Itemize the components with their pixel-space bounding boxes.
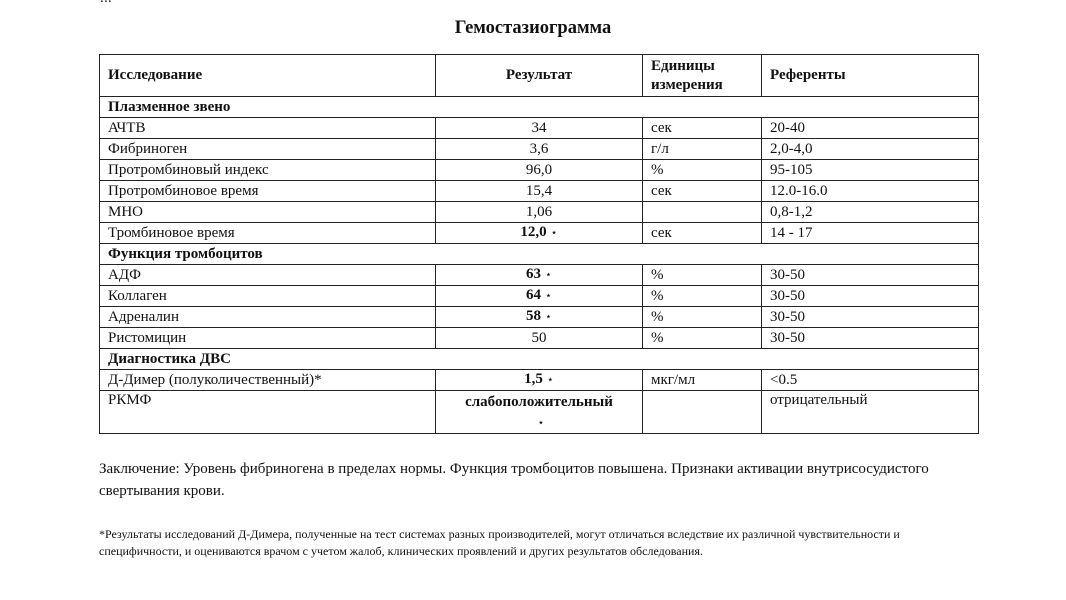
table-row (100, 328, 979, 349)
abnormal-star-icon: ⋆ (550, 227, 558, 239)
test-name: Адреналин (100, 307, 436, 328)
test-units (643, 202, 762, 223)
result-value: 1,5 (524, 371, 543, 387)
result-value: 64 (526, 287, 542, 303)
section-row (100, 97, 979, 118)
result-value: 1,06 (525, 203, 553, 220)
test-units: сек (643, 181, 762, 202)
result-value: 34 (531, 119, 547, 136)
test-result (436, 223, 643, 244)
test-name: Д-Димер (полуколичественный)* (100, 370, 436, 391)
result-value: 3,6 (529, 140, 549, 157)
test-name: Тромбиновое время (100, 223, 436, 244)
table-row (100, 307, 979, 328)
test-units: % (643, 265, 762, 286)
test-ref: 95-105 (762, 160, 979, 181)
test-units: г/л (643, 139, 762, 160)
test-result (436, 307, 643, 328)
abnormal-star-icon: ⋆ (545, 311, 552, 323)
test-units: сек (643, 118, 762, 139)
test-ref: <0.5 (762, 370, 979, 391)
table-row (100, 286, 979, 307)
test-result (436, 139, 643, 160)
section-title: Диагностика ДВС (100, 349, 979, 370)
top-cut-text (100, 0, 112, 7)
table-row (100, 118, 979, 139)
test-result (436, 202, 643, 223)
test-result (436, 118, 643, 139)
header-units: Единицы измерения (643, 55, 762, 97)
test-name: МНО (100, 202, 436, 223)
footnote-text: *Результаты исследований Д-Димера, полученные на тест системах разных производителей, могут отличаться вследствие их различной чувствительности и специфичности, и оцениваются врачом с учетом жалоб, клинических проявлений и других результатов обследования. (99, 527, 900, 558)
test-units (643, 391, 762, 434)
header-refs: Референты (762, 55, 979, 97)
test-name: Протромбиновое время (100, 181, 436, 202)
test-ref: 12.0-16.0 (762, 181, 979, 202)
document-title: Гемостазиограмма (454, 18, 612, 38)
section-row (100, 244, 979, 265)
result-value: 63 (526, 266, 542, 282)
table-row (100, 160, 979, 181)
abnormal-star-icon: ⋆ (537, 417, 545, 429)
table-row (100, 181, 979, 202)
table-header-row (100, 55, 979, 97)
test-units: % (643, 286, 762, 307)
test-ref: 20-40 (762, 118, 979, 139)
table-row (100, 370, 979, 391)
section-row (100, 349, 979, 370)
result-value: 50 (531, 329, 547, 346)
header-result: Результат (436, 55, 643, 97)
hemostasis-table (99, 54, 979, 434)
table-row (100, 265, 979, 286)
section-title: Функция тромбоцитов (100, 244, 979, 265)
test-result (436, 391, 643, 434)
result-value: слабоположительный (465, 394, 613, 410)
test-result (436, 265, 643, 286)
abnormal-star-icon: ⋆ (546, 374, 554, 386)
test-result (436, 181, 643, 202)
test-name: РКМФ (100, 391, 436, 434)
test-units: % (643, 328, 762, 349)
abnormal-star-icon: ⋆ (545, 269, 552, 281)
table-row (100, 139, 979, 160)
result-value: 15,4 (525, 182, 553, 199)
abnormal-star-icon: ⋆ (545, 290, 552, 302)
test-ref: отрицательный (762, 391, 979, 434)
test-name: АЧТВ (100, 118, 436, 139)
result-value: 96,0 (525, 161, 553, 178)
header-test: Исследование (100, 55, 436, 97)
test-name: Фибриноген (100, 139, 436, 160)
test-ref: 30-50 (762, 286, 979, 307)
test-units: % (643, 307, 762, 328)
test-units: сек (643, 223, 762, 244)
test-ref: 14 - 17 (762, 223, 979, 244)
section-title: Плазменное звено (100, 97, 979, 118)
result-value: 58 (526, 308, 542, 324)
test-result (436, 160, 643, 181)
table-row (100, 202, 979, 223)
conclusion-text: Заключение: Уровень фибриногена в пределах нормы. Функция тромбоцитов повышена. Признаки активации внутрисосудистого свертывания крови. (99, 461, 929, 499)
test-result (436, 370, 643, 391)
test-name: Протромбиновый индекс (100, 160, 436, 181)
test-ref: 0,8-1,2 (762, 202, 979, 223)
test-result (436, 328, 643, 349)
result-value: 12,0 (520, 224, 547, 240)
test-ref: 30-50 (762, 265, 979, 286)
test-ref: 30-50 (762, 328, 979, 349)
test-name: Ристомицин (100, 328, 436, 349)
test-name: АДФ (100, 265, 436, 286)
test-ref: 2,0-4,0 (762, 139, 979, 160)
test-name: Коллаген (100, 286, 436, 307)
table-row (100, 391, 979, 434)
test-result (436, 286, 643, 307)
table-row (100, 223, 979, 244)
test-units: % (643, 160, 762, 181)
test-ref: 30-50 (762, 307, 979, 328)
test-units: мкг/мл (643, 370, 762, 391)
